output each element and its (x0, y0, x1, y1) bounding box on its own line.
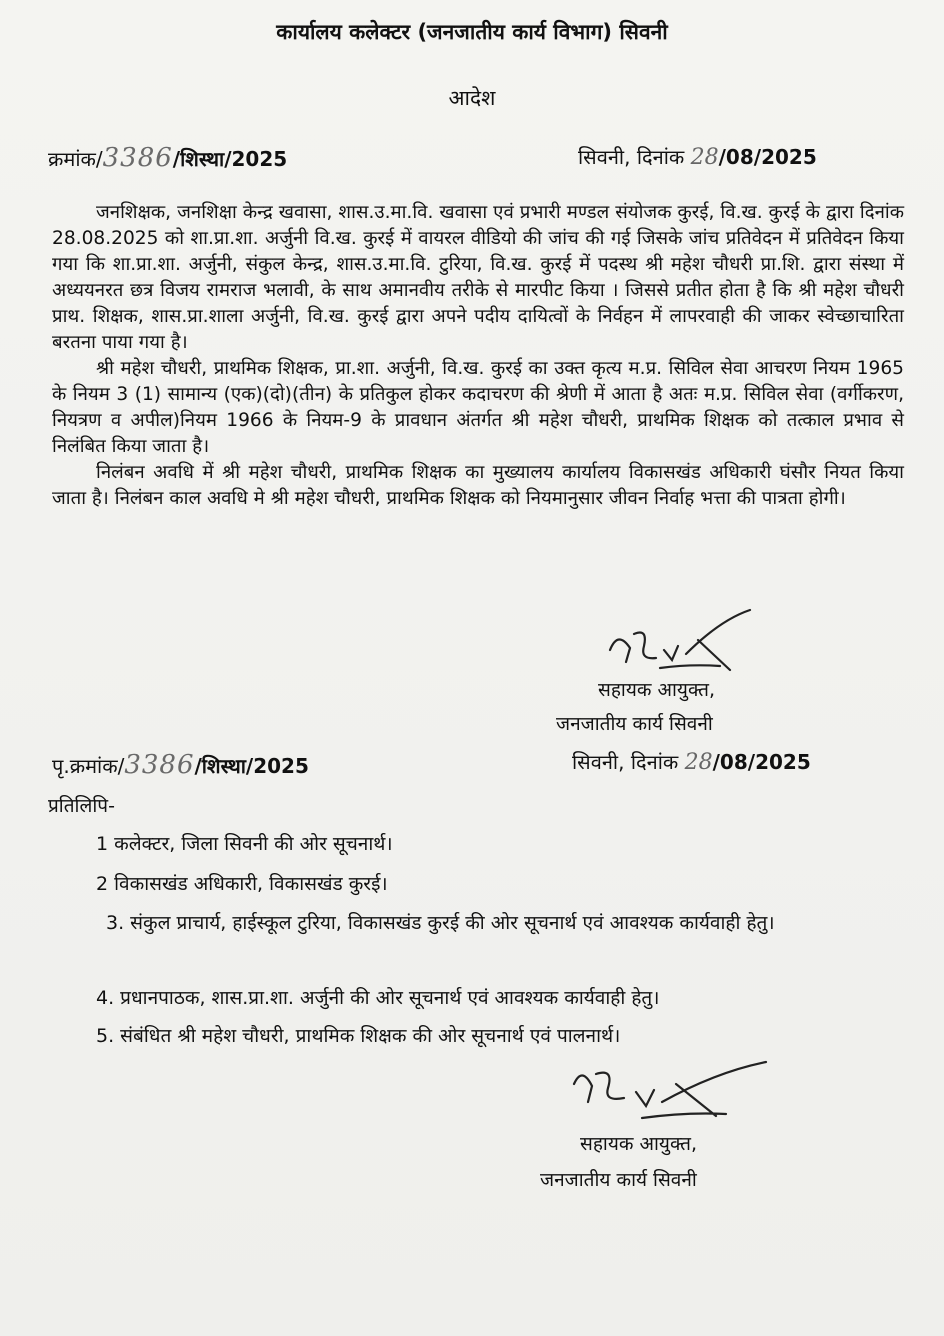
copy-number-suffix: /शिस्था/2025 (194, 754, 309, 778)
signature-2-department: जनजातीय कार्य सिवनी (540, 1169, 697, 1191)
copy-date-prefix: सिवनी, दिनांक (572, 750, 679, 774)
order-number-suffix: /शिस्था/2025 (172, 147, 288, 171)
copy-item-4: 4. प्रधानपाठक, शास.प्रा.शा. अर्जुनी की ओर सूचनार्थ एवं आवश्यक कार्यवाही हेतु। (96, 987, 660, 1009)
order-body (52, 200, 904, 512)
body-paragraph-3: निलंबन अवधि में श्री महेश चौधरी, प्राथमिक शिक्षक का मुख्यालय कार्यालय विकासखंड अधिकारी घंसौर नियत किया जाता है। निलंबन काल अवधि मे श्री महेश चौधरी, प्राथमिक शिक्षक को नियमानुसार जीवन निर्वाह भत्ता की पात्रता होगी। (52, 462, 904, 509)
body-paragraph-1: जनशिक्षक, जनशिक्षा केन्द्र खवासा, शास.उ.मा.वि. खवासा एवं प्रभारी मण्डल संयोजक कुरई, वि.ख. कुरई के द्वारा दिनांक 28.08.2025 को शा.प्रा.शा. अर्जुनी वि.ख. कुरई में वायरल वीडियो की जांच की गई जिसके जांच प्रतिवेदन में प्रतिवेदन किया गया कि शा.प्रा.शा. अर्जुनी, संकुल केन्द्र, शास.उ.मा.वि. टुरिया, वि.ख. कुरई में पदस्थ श्री महेश चौधरी प्रा.शि. द्वारा संस्था में अध्ययनरत छत्र विजय रामराज भलावी, के साथ अमानवीय तरीके से मारपीट किया । जिससे प्रतीत होता है कि श्री महेश चौधरी प्राथ. शिक्षक, शास.प्रा.शाला अर्जुनी, वि.ख. कुरई द्वारा अपने पदीय दायित्वों के निर्वहन में लापरवाही की जाकर स्वेच्छाचारिता बरतना पाया गया है। (52, 202, 904, 353)
copy-number-prefix: पृ.क्रमांक/ (52, 754, 125, 778)
order-number (48, 143, 287, 173)
order-date (578, 143, 817, 170)
signature-1 (600, 610, 780, 684)
signature-2 (566, 1062, 776, 1136)
copy-item-2: 2 विकासखंड अधिकारी, विकासखंड कुरई। (96, 873, 388, 895)
order-heading: आदेश (448, 86, 496, 110)
copy-item-3: 3. संकुल प्राचार्य, हाईस्कूल टुरिया, विकासखंड कुरई की ओर सूचनार्थ एवं आवश्यक कार्यवाही हेतु। (106, 912, 775, 934)
order-number-prefix: क्रमांक/ (48, 147, 103, 171)
copy-date (572, 748, 811, 775)
signature-1-department: जनजातीय कार्य सिवनी (556, 713, 713, 735)
copy-list-heading: प्रतिलिपि- (48, 795, 115, 817)
signature-1-designation: सहायक आयुक्त, (598, 679, 715, 701)
order-date-day-handwritten: 28 (690, 145, 719, 170)
copy-number (52, 750, 309, 780)
copy-date-suffix: /08/2025 (712, 750, 811, 774)
copy-number-handwritten: 3386 (124, 750, 195, 780)
office-title: कार्यालय कलेक्टर (जनजातीय कार्य विभाग) सिवनी (276, 20, 668, 44)
order-number-handwritten: 3386 (102, 143, 173, 173)
body-paragraph-2: श्री महेश चौधरी, प्राथमिक शिक्षक, प्रा.शा. अर्जुनी, वि.ख. कुरई का उक्त कृत्य म.प्र. सिविल सेवा आचरण नियम 1965 के नियम 3 (1) सामान्य (एक)(दो)(तीन) के प्रतिकुल होकर कदाचरण की श्रेणी में आता है अतः म.प्र. सिविल सेवा (वर्गीकरण, नियत्रण व अपील)नियम 1966 के नियम-9 के प्रावधान अंतर्गत श्री महेश चौधरी, प्राथमिक शिक्षक को तत्काल प्रभाव से निलंबित किया जाता है। (52, 358, 904, 457)
signature-2-designation: सहायक आयुक्त, (580, 1133, 697, 1155)
copy-item-5: 5. संबंधित श्री महेश चौधरी, प्राथमिक शिक्षक की ओर सूचनार्थ एवं पालनार्थ। (96, 1025, 621, 1047)
copy-item-1: 1 कलेक्टर, जिला सिवनी की ओर सूचनार्थ। (96, 833, 393, 855)
order-date-prefix: सिवनी, दिनांक (578, 145, 685, 169)
copy-date-day-handwritten: 28 (684, 750, 713, 775)
order-date-suffix: /08/2025 (718, 145, 817, 169)
